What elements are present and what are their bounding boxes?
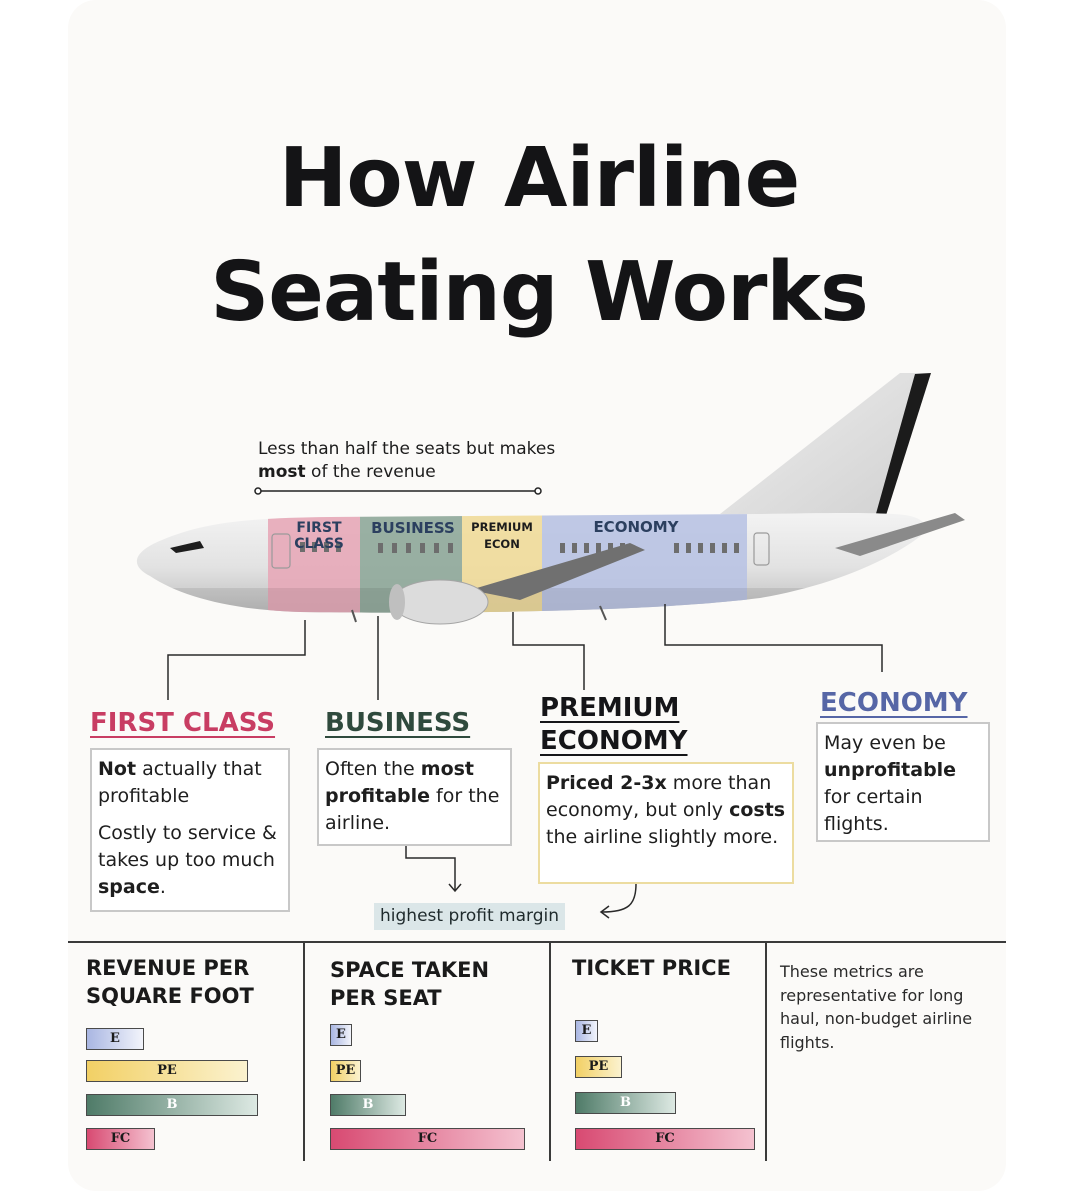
- label-premium-1: PREMIUM: [471, 520, 533, 534]
- metric-title-space: SPACE TAKEN PER SEAT: [330, 958, 490, 1010]
- metric-1-bar-fc: FC: [86, 1128, 155, 1150]
- metric-title-revenue: REVENUE PER SQUARE FOOT: [86, 956, 254, 1008]
- highest-profit-margin-badge: highest profit margin: [374, 903, 565, 930]
- metric-2-bar-fc: FC: [330, 1128, 525, 1150]
- metric-2-bar-e: E: [330, 1024, 352, 1046]
- metric-3-bar-pe: PE: [575, 1056, 622, 1078]
- metric-3-bar-fc: FC: [575, 1128, 755, 1150]
- metric-3-bar-b: B: [575, 1092, 676, 1114]
- metric-1-bar-e: E: [86, 1028, 144, 1050]
- premium-p1: Priced 2-3x more than economy, but only costs the airline slightly more.: [546, 772, 786, 848]
- metric-1-bar-b: B: [86, 1094, 258, 1116]
- metric-1-bar-pe: PE: [86, 1060, 248, 1082]
- metrics-divider: [68, 941, 1006, 943]
- economy-title: ECONOMY: [820, 688, 968, 718]
- economy-p1: May even be unprofitable for certain flights.: [824, 732, 957, 835]
- label-premium-2: ECON: [484, 537, 520, 551]
- economy-description: [816, 722, 990, 842]
- metric-2-bar-pe: PE: [330, 1060, 361, 1082]
- label-economy: ECONOMY: [593, 518, 679, 536]
- top-note-bold: most: [258, 462, 306, 482]
- metrics-column-divider-2: [549, 943, 551, 1161]
- label-first-2: CLASS: [294, 536, 344, 552]
- label-business: BUSINESS: [371, 519, 455, 537]
- label-first-1: FIRST: [296, 520, 342, 536]
- page-title-line-2: Seating Works: [210, 245, 868, 340]
- premium-economy-title: PREMIUM ECONOMY: [540, 693, 688, 756]
- first-class-p1: Not actually that profitable: [98, 758, 262, 807]
- first-class-description: [90, 748, 290, 912]
- page-title-line-1: How Airline: [278, 131, 800, 226]
- first-class-title: FIRST CLASS: [90, 708, 276, 738]
- business-p1: Often the most profitable for the airline.: [325, 758, 500, 834]
- metric-2-bar-b: B: [330, 1094, 406, 1116]
- footnote: These metrics are representative for long haul, non-budget airline flights.: [780, 962, 973, 1052]
- metric-3-bar-e: E: [575, 1020, 598, 1042]
- top-note-pre: Less than half the seats but makes: [258, 439, 556, 459]
- metrics-column-divider-3: [765, 943, 767, 1161]
- premium-economy-description: [538, 762, 794, 884]
- metrics-column-divider-1: [303, 943, 305, 1161]
- top-note-post: of the revenue: [305, 462, 436, 482]
- business-title: BUSINESS: [325, 708, 471, 738]
- engine: [392, 580, 488, 624]
- metric-title-price: TICKET PRICE: [572, 956, 731, 980]
- first-class-p2: Costly to service & takes up too much space.: [98, 822, 277, 898]
- business-description: [317, 748, 512, 846]
